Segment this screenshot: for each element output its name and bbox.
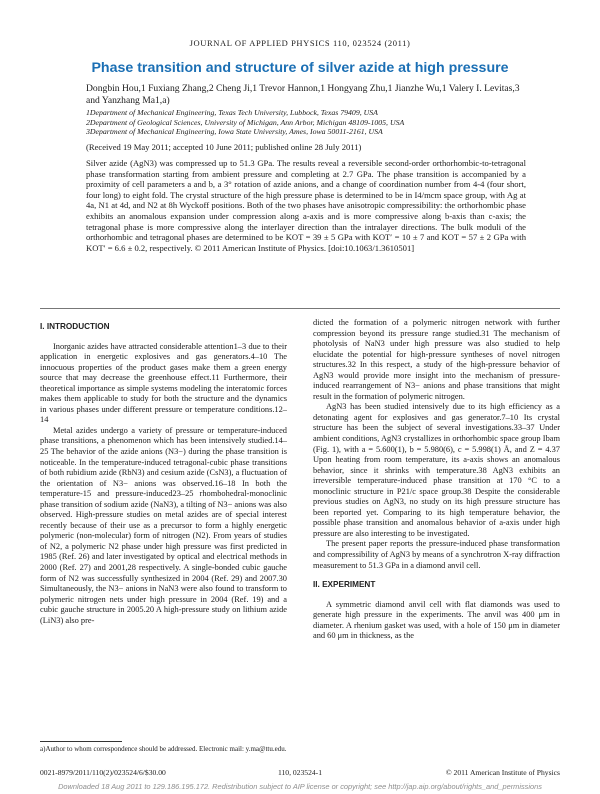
- footnote-corresponding-author: a)Author to whom correspondence should be addressed. Electronic mail: y.ma@ttu.edu.: [40, 745, 287, 753]
- body-paragraph: Metal azides undergo a variety of pressure or temperature-induced phase transitions, a phenomenon which has been intensively studied.14–25 The behavior of the azide anions (N3−) during the phase transition is noticeable. In the temperature-induced tetragonal-cubic phase transitions of both rubidium azide (RbN3) and cesium azide (CsN3), a fluctuation of the orientation of N3− anions was observed.16–18 In both the temperature-15 and pressure-induced23–25 rhombohedral-monoclinic phase transition of sodium azide (NaN3), a tilting of N3− anions was also observed. High-pressure studies on metal azides are of special interest recently because of their use as a precursor to form a highly energetic polymeric (non-molecular) form of nitrogen (N2). From years of studies of N2, a polymeric N2 phase under high pressure was first predicted in 1985 (Ref. 26) and later investigated by optical and electrical methods in 2000 (Ref. 27) and 2001,28 respectively. A single-bonded cubic gauche form of N2 was successfully synthesized in 2004 (Ref. 29) and 2007.30 Simultaneously, the N3− anions in NaN3 were also found to transform to polymeric nitrogen nets under high pressure in 2004 (Ref. 19) and a cubic gauche structure in 2005.20 A high-pressure study on lithium azide (LiN3) also pre-: [40, 425, 287, 625]
- body-paragraph: A symmetric diamond anvil cell with flat diamonds was used to generate high pressure in the experiments. The anvil was 400 μm in diameter. A rhenium gasket was used, with a hole of 150 μm in diameter and 60 μm in thickness, as the: [313, 599, 560, 641]
- footer-issn: 0021-8979/2011/110(2)/023524/6/$30.00: [40, 768, 166, 777]
- footer-copyright: © 2011 American Institute of Physics: [445, 768, 560, 777]
- section-heading-introduction: I. INTRODUCTION: [40, 322, 110, 331]
- footnote-divider: [40, 741, 122, 742]
- paper-title: Phase transition and structure of silver azide at high pressure: [91, 60, 509, 76]
- author-list: Dongbin Hou,1 Fuxiang Zhang,2 Cheng Ji,1 Trevor Hannon,1 Hongyang Zhu,1 Jianzhe Wu,1 Valery I. Levitas,3 and Yanzhang Ma1,a): [86, 83, 520, 106]
- body-paragraph: The present paper reports the pressure-induced phase transformation and compressibility of AgN3 by means of a synchrotron X-ray diffraction measurement to 51.3 GPa in a diamond anvil cell.: [313, 539, 560, 570]
- body-paragraph: dicted the formation of a polymeric nitrogen network with further compression beyond its pressure range studied.31 The mechanism of photolysis of NaN3 under high pressure was also studied to help elucidate the potential for high-pressure syntheses of novel nitrogen structures.32 In this respect, a study of the high-pressure behavior of AgN3 would provide more insight into the mechanism of pressure-induced rearrangement of N3− anions and phase transitions that might result in the formation of polymeric nitrogen.: [313, 318, 560, 401]
- abstract: Silver azide (AgN3) was compressed up to 51.3 GPa. The results reveal a reversible second-order orthorhombic-to-tetragonal phase transformation starting from ambient pressure and completing at 2.7 GPa. The phase transition is accompanied by a proximity of cell parameters a and b, a 3° rotation of azide anions, and a change of coordination number from 4-4 (four short, four long) to eight fold. The crystal structure of the high pressure phase is determined to be in I4/mcm space group, with Ag at 4a, N1 at 4d, and N2 at 8h Wyckoff positions. Both of the two phases have anisotropic compressibility: the orthorhombic phase exhibits an anomalous expansion under compression along a-axis and is more compressive along b-axis than c-axis; the tetragonal phase is more compressive along the interlayer direction than the intralayer directions. The bulk moduli of the orthorhombic and tetragonal phases are determined to be KOT = 39 ± 5 GPa with KOT′ = 10 ± 7 and KOT = 57 ± 2 GPa with KOT′ = 6.6 ± 0.2, respectively. © 2011 American Institute of Physics. [doi:10.1063/1.3610501]: [86, 158, 526, 253]
- affiliation-1: 1Department of Mechanical Engineering, Texas Tech University, Lubbock, Texas 79409, USA: [86, 108, 378, 117]
- footer-page-number: 110, 023524-1: [277, 768, 322, 777]
- affiliation-list: [86, 108, 526, 137]
- download-notice: Downloaded 18 Aug 2011 to 129.186.195.172. Redistribution subject to AIP license or copyright; see http://jap.aip.org/about/rights_and_permissions: [58, 782, 542, 791]
- journal-header: JOURNAL OF APPLIED PHYSICS 110, 023524 (2011): [189, 38, 411, 48]
- affiliation-2: 2Department of Geological Sciences, University of Michigan, Ann Arbor, Michigan 48109-1005, USA: [86, 117, 405, 127]
- affiliation-3: 3Department of Mechanical Engineering, Iowa State University, Ames, Iowa 50011-2161, USA: [86, 127, 383, 137]
- left-column: [40, 318, 287, 626]
- right-column: [313, 318, 560, 642]
- abstract-divider: [40, 308, 560, 309]
- body-paragraph: Inorganic azides have attracted considerable attention1–3 due to their application in energetic explosives and gas generators.4–10 The innocuous properties of the product gases make them a green energy source that may decrease the greenhouse effect.11 Furthermore, their theoretical importance as simple systems modeling the interatomic forces makes them applicable to study for both the structure and the dynamics in various phases under different pressure or temperature conditions.12–14: [40, 341, 287, 425]
- publication-dates: (Received 19 May 2011; accepted 10 June 2011; published online 28 July 2011): [86, 142, 362, 152]
- body-paragraph: AgN3 has been studied intensively due to its high efficiency as a detonating agent for explosives and gas generator.7–10 Its crystal structure has been the subject of several investigations.33–37 Under ambient conditions, AgN3 crystallizes in orthorhombic space group Ibam (Fig. 1), with a = 5.600(1), b = 5.980(6), c = 5.998(1) Å, and Z = 4.37 Upon heating from room temperature, its a-axis shows an anomalous behavior, since it shrinks with temperature.38 AgN3 exhibits an irreversible temperature-induced phase transition at 170 °C to a monoclinic structure in P21/c space group.38 Despite the considerable previous studies on AgN3, no study on its high pressure structure has been reported yet. Comparing to its high temperature behavior, the possible phase transition and anomalous behavior of a-axis under high pressure are also interesting to be investigated.: [313, 402, 560, 538]
- section-heading-experiment: II. EXPERIMENT: [313, 580, 376, 590]
